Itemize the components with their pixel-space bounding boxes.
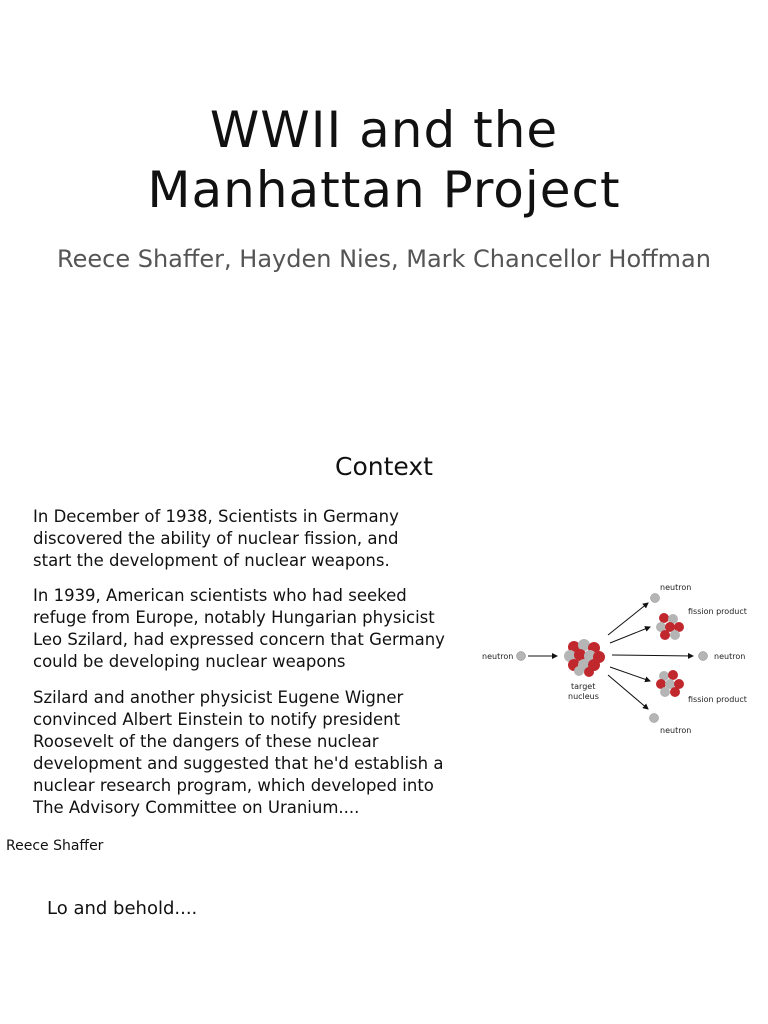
- fission-diagram: [478, 575, 768, 740]
- label-neutron-right: neutron: [714, 652, 746, 661]
- label-fission-bottom: fission product: [688, 695, 747, 704]
- fission-product-bottom: [656, 670, 684, 697]
- label-fission-top: fission product: [688, 607, 747, 616]
- label-neutron-in: neutron: [482, 652, 514, 661]
- paragraph-line: refuge from Europe, notably Hungarian physicist: [33, 608, 435, 627]
- arrow-to-fission-top: [610, 627, 650, 643]
- incoming-neutron: [517, 652, 526, 661]
- label-neutron-bottom: neutron: [660, 726, 692, 735]
- neutron-bottom: [650, 714, 659, 723]
- label-target: target: [571, 682, 596, 691]
- paragraph-line: In December of 1938, Scientists in Germany: [33, 507, 399, 526]
- closing-line: Lo and behold....: [47, 898, 198, 919]
- paragraph-line: Szilard and another physicist Eugene Wigner: [33, 688, 404, 707]
- slide-title: [0, 100, 768, 220]
- paragraph-line: development and suggested that he'd establish a: [33, 754, 444, 773]
- neutron-right: [699, 652, 708, 661]
- authors-line: Reece Shaffer, Hayden Nies, Mark Chancellor Hoffman: [57, 245, 711, 273]
- paragraph-line: The Advisory Committee on Uranium....: [33, 798, 360, 817]
- target-nucleus: [564, 639, 605, 677]
- paragraph-3: [33, 687, 463, 819]
- section-heading: Context: [335, 452, 433, 481]
- arrow-to-neutron-bottom: [608, 675, 648, 709]
- arrow-to-neutron-right: [612, 655, 693, 656]
- fission-diagram-svg: [478, 575, 768, 740]
- label-neutron-top: neutron: [660, 583, 692, 592]
- title-line-2: Manhattan Project: [147, 161, 621, 219]
- paragraph-line: could be developing nuclear weapons: [33, 652, 346, 671]
- paragraph-line: nuclear research program, which developed into: [33, 776, 434, 795]
- label-nucleus: nucleus: [568, 692, 599, 701]
- paragraph-line: discovered the ability of nuclear fission, and: [33, 529, 399, 548]
- paragraph-1: [33, 506, 463, 572]
- arrow-to-fission-bottom: [610, 667, 650, 681]
- paragraph-line: Leo Szilard, had expressed concern that Germany: [33, 630, 445, 649]
- paragraph-line: Roosevelt of the dangers of these nuclear: [33, 732, 379, 751]
- paragraph-line: convinced Albert Einstein to notify president: [33, 710, 401, 729]
- paragraph-2: [33, 585, 463, 673]
- paragraph-line: start the development of nuclear weapons.: [33, 551, 390, 570]
- author-caption: Reece Shaffer: [6, 838, 104, 854]
- title-line-1: WWII and the: [209, 101, 559, 159]
- neutron-top: [651, 594, 660, 603]
- fission-product-top: [656, 613, 684, 640]
- paragraph-line: In 1939, American scientists who had seeked: [33, 586, 407, 605]
